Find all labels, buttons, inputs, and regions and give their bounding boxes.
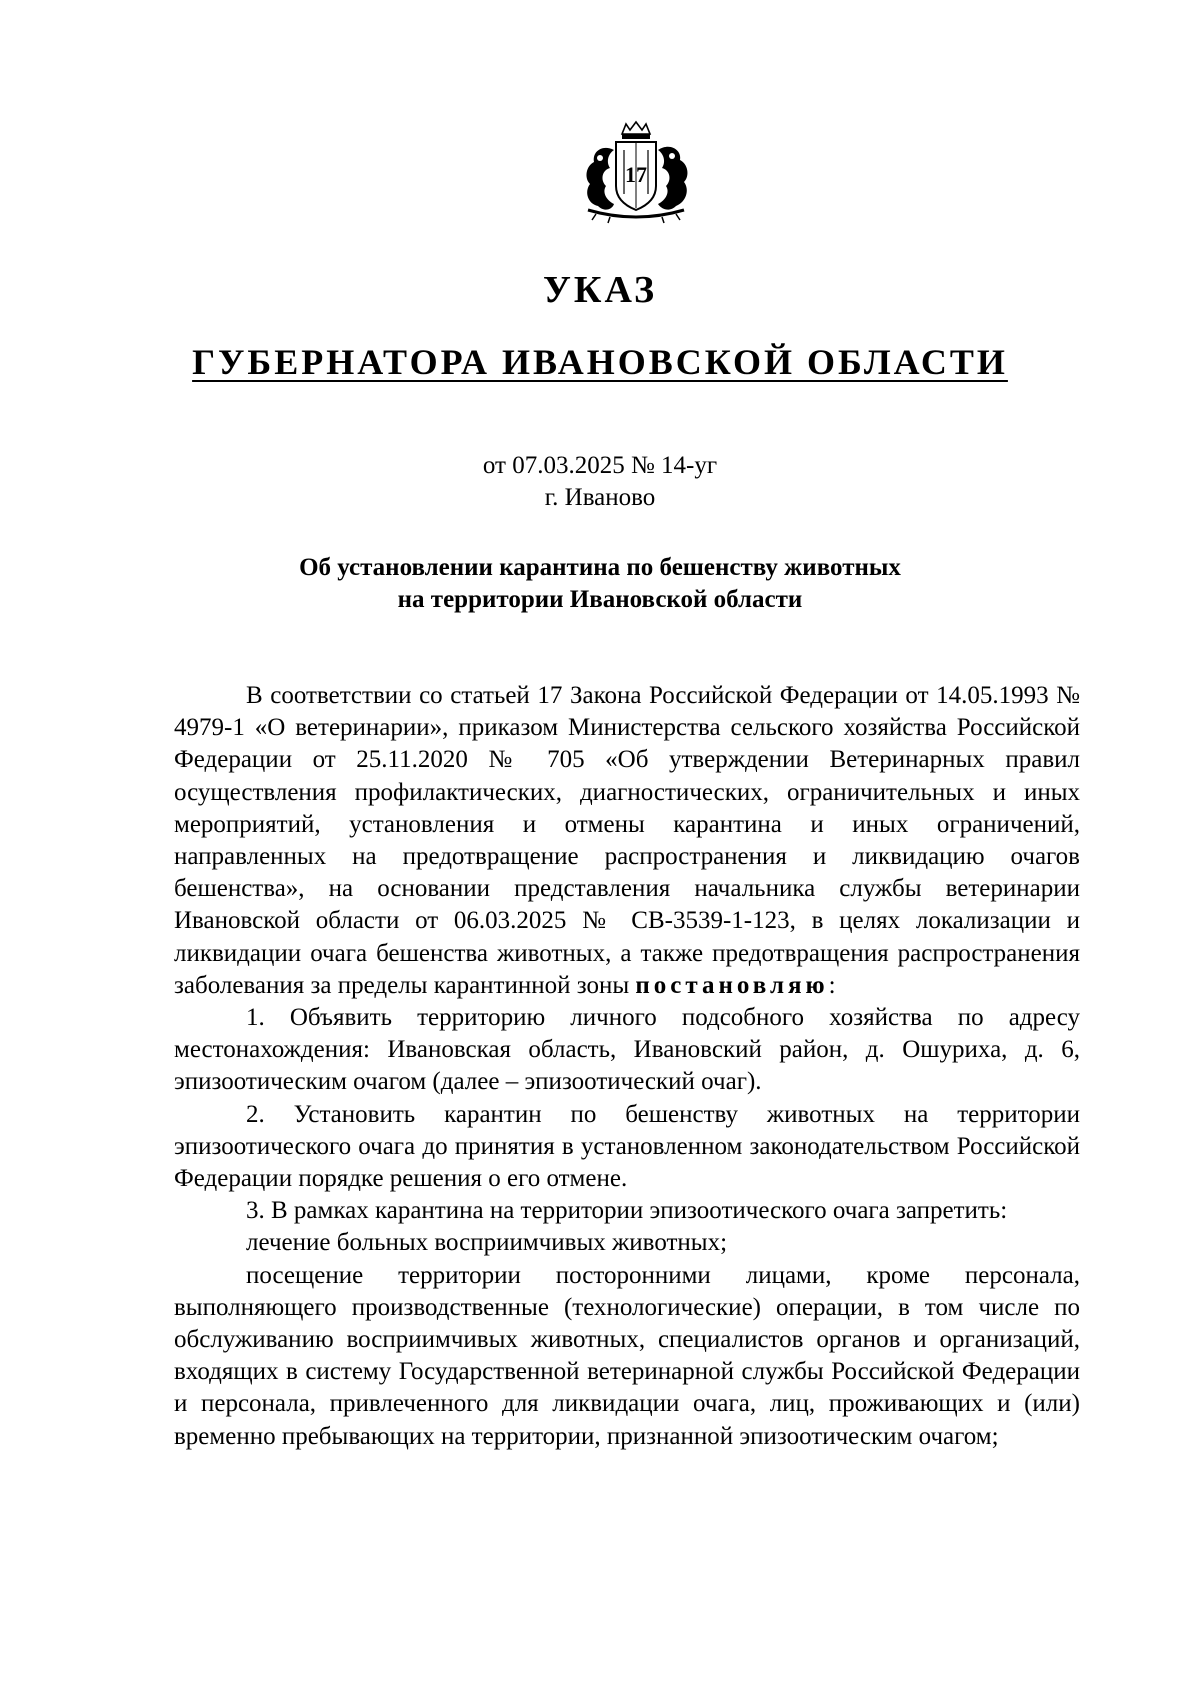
document-heading	[0, 552, 1200, 616]
preamble-text: В соответствии со статьей 17 Закона Российской Федерации от 14.05.1993 № 4979-1 «О ветеринарии», приказом Министерства сельского хозяйства Российской Федерации от 25.11.2020 № 705 «Об утверждении Ветеринарных правил осуществления профилактических, диагностических, ограничительных и иных мероприятий, установления и отмены карантина и иных ограничений, направленных на предотвращение распространения и ликвидацию очагов бешенства», на основании представления начальника службы ветеринарии Ивановской области от 06.03.2025 № СВ-3539-1-123, в целях локализации и ликвидации очага бешенства животных, а также предотвращения распространения заболевания за пределы карантинной зоны	[174, 682, 1080, 999]
clause-2: 2. Установить карантин по бешенству животных на территории эпизоотического очага до принятия в установленном законодательством Российской Федерации порядке решения о его отмене.	[174, 1100, 1080, 1193]
document-title: УКАЗ	[543, 269, 657, 311]
clause-1: 1. Объявить территорию личного подсобного хозяйства по адресу местонахождения: Ивановская область, Ивановский район, д. Ошуриха, д. 6, эпизоотическим очагом (далее – эпизоотический очаг).	[174, 1004, 1080, 1096]
document-heading-line-1: Об установлении карантина по бешенству животных	[299, 554, 901, 581]
preamble-paragraph	[174, 680, 1080, 1002]
document-issuer-text: ГУБЕРНАТОРА ИВАНОВСКОЙ ОБЛАСТИ	[192, 342, 1008, 382]
resolve-colon: :	[828, 971, 836, 999]
clause-3-item-visits: посещение территории посторонними лицами, кроме персонала, выполняющего производственные (технологические) операции, в том числе по обслуживанию восприимчивых животных, специалистов органов и организаций, входящих в систему Государственной ветеринарной службы Российской Федерации и персонала, привлеченного для ликвидации очага, лиц, проживающих и (или) временно пребывающих на территории, признанной эпизоотическим очагом;	[174, 1261, 1080, 1450]
document-city: г. Иваново	[544, 484, 656, 511]
resolve-word: постановляю	[635, 971, 829, 999]
clause-3-item-treatment: лечение больных восприимчивых животных;	[246, 1229, 728, 1257]
document-heading-line-2: на территории Ивановской области	[397, 586, 803, 613]
clause-3: 3. В рамках карантина на территории эпизоотического очага запретить:	[246, 1197, 1008, 1225]
document-date-number: от 07.03.2025 № 14-уг	[482, 452, 718, 479]
document-issuer	[0, 340, 1200, 384]
coat-of-arms-icon	[566, 120, 706, 224]
svg-text:17: 17	[625, 162, 647, 187]
document-body	[174, 680, 1080, 1453]
